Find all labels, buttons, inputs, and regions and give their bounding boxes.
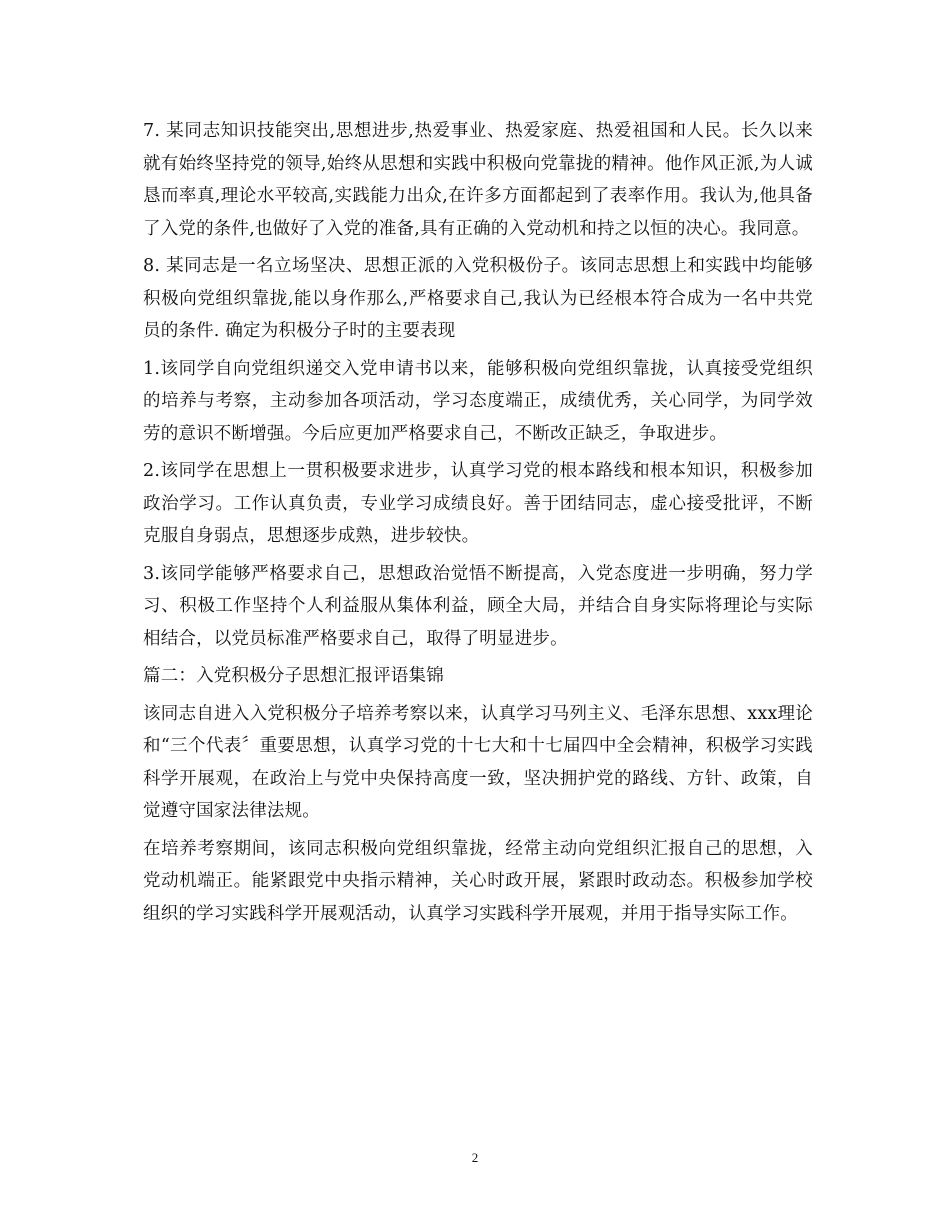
- paragraph-item-8: 8. 某同志是一名立场坚决、思想正派的入党积极份子。该同志思想上和实践中均能够积极向党组织靠拢,能以身作那么,严格要求自己,我认为已经根本符合成为一名中共党员的条件. 确定为积极分子时的主要表现: [143, 256, 813, 341]
- paragraph-performance-3: 3.该同学能够严格要求自己，思想政治觉悟不断提高，入党态度进一步明确，努力学习、积极工作坚持个人利益服从集体利益，顾全大局，并结合自身实际将理论与实际相结合，以党员标准严格要求自己，取得了明显进步。: [143, 563, 813, 649]
- paragraph-performance-2: 2.该同学在思想上一贯积极要求进步，认真学习党的根本路线和根本知识，积极参加政治学习。工作认真负责，专业学习成绩良好。善于团结同志，虚心接受批评，不断克服自身弱点，思想逐步成熟，进步较快。: [143, 461, 813, 546]
- paragraph-item-7: 7. 某同志知识技能突出,思想进步,热爱事业、热爱家庭、热爱祖国和人民。长久以来就有始终坚持党的领导,始终从思想和实践中积极向党靠拢的精神。他作风正派,为人诚恳而率真,理论水平较高,实践能力出众,在许多方面都起到了表率作用。我认为,他具备了入党的条件,也做好了入党的准备,具有正确的入党动机和持之以恒的决心。我同意。: [143, 121, 813, 239]
- paragraph-evaluation-1: 该同志自进入入党积极分子培养考察以来，认真学习马列主义、毛泽东思想、xxx理论和“三个代表〞重要思想，认真学习党的十七大和十七届四中全会精神，积极学习实践科学开展观，在政治上与党中央保持高度一致，坚决拥护党的路线、方针、政策，自觉遵守国家法律法规。: [143, 703, 813, 821]
- section-heading: 篇二：入党积极分子思想汇报评语集锦: [143, 666, 444, 686]
- document-body: [143, 115, 813, 935]
- paragraph-performance-1: 1.该同学自向党组织递交入党申请书以来，能够积极向党组织靠拢，认真接受党组织的培养与考察，主动参加各项活动，学习态度端正，成绩优秀，关心同学，为同学效劳的意识不断增强。今后应更加严格要求自己，不断改正缺乏，争取进步。: [143, 358, 813, 444]
- page-number: 2: [471, 1150, 479, 1165]
- paragraph-evaluation-2: 在培养考察期间，该同志积极向党组织靠拢，经常主动向党组织汇报自己的思想，入党动机端正。能紧跟党中央指示精神，关心时政开展，紧跟时政动态。积极参加学校组织的学习实践科学开展观活动，认真学习实践科学开展观，并用于指导实际工作。: [143, 838, 813, 924]
